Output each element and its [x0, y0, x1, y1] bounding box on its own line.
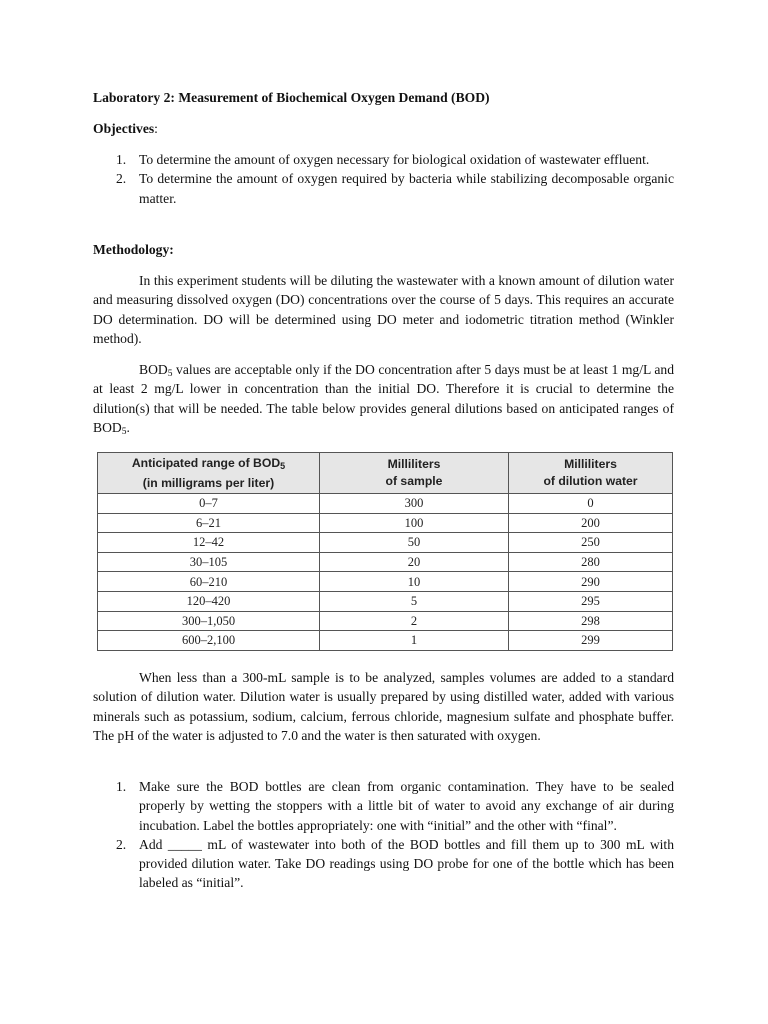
- header-ml-dilution: [509, 453, 673, 494]
- step-number: 1.: [116, 779, 127, 794]
- header-col2-line1: Milliliters: [387, 457, 441, 471]
- objective-item: [93, 169, 674, 208]
- objectives-list: [93, 150, 674, 208]
- cell-dilution: 298: [509, 611, 673, 631]
- table-row: [98, 591, 673, 611]
- dilution-water-paragraph: When less than a 300-mL sample is to be analyzed, samples volumes are added to a standard solution of dilution water. Dilution water is usually prepared by using distilled water, added with various minerals such as potassium, sodium, calcium, ferrous chloride, magnesium sulfate and phosphate buffer. The pH of the water is adjusted to 7.0 and the water is then saturated with oxygen.: [93, 670, 674, 743]
- objective-number: 1.: [116, 152, 127, 167]
- table-row: [98, 494, 673, 514]
- cell-dilution: 0: [509, 494, 673, 514]
- table-row: [98, 513, 673, 533]
- objectives-heading: [93, 119, 674, 138]
- bod-term: BOD: [139, 362, 168, 377]
- objective-text: To determine the amount of oxygen necessary for biological oxidation of wastewater effluent.: [139, 152, 650, 167]
- cell-range: 0–7: [98, 494, 320, 514]
- dilution-table: [97, 452, 673, 651]
- header-col1-line2: (in milligrams per liter): [142, 475, 275, 490]
- cell-dilution: 280: [509, 552, 673, 572]
- header-col2-line2: of sample: [385, 474, 443, 488]
- header-ml-sample: [320, 453, 509, 494]
- objectives-heading-label: Objectives: [93, 121, 155, 136]
- cell-range: 12–42: [98, 533, 320, 553]
- objective-number: 2.: [116, 171, 127, 187]
- procedure-step: [93, 835, 674, 893]
- cell-range: 600–2,100: [98, 631, 320, 651]
- cell-sample: 20: [320, 552, 509, 572]
- cell-sample: 100: [320, 513, 509, 533]
- methodology-heading: Methodology:: [93, 242, 174, 257]
- table-row: [98, 631, 673, 651]
- cell-sample: 5: [320, 591, 509, 611]
- methodology-paragraph-2: [93, 360, 674, 437]
- procedure-steps: [93, 777, 674, 893]
- cell-dilution: 295: [509, 591, 673, 611]
- procedure-step: [93, 777, 674, 835]
- cell-dilution: 299: [509, 631, 673, 651]
- step-text: Add _____ mL of wastewater into both of the BOD bottles and fill them up to 300 mL with provided dilution water. Take DO readings using DO probe for one of the bottle which has been labeled as “initial”.: [139, 836, 674, 891]
- cell-sample: 50: [320, 533, 509, 553]
- step-number: 2.: [116, 836, 127, 852]
- table-row: [98, 552, 673, 572]
- cell-dilution: 290: [509, 572, 673, 592]
- bod-subscript: 5: [167, 369, 173, 379]
- header-col3-line1: Milliliters: [564, 457, 617, 471]
- cell-sample: 1: [320, 631, 509, 651]
- header-anticipated-range: [98, 453, 320, 494]
- table-row: [98, 611, 673, 631]
- table-header-row: [98, 453, 673, 494]
- page-title: Laboratory 2: Measurement of Biochemical Oxygen Demand (BOD): [93, 90, 490, 105]
- methodology-paragraph-1: In this experiment students will be diluting the wastewater with a known amount of dilution water and measuring dissolved oxygen (DO) concentrations over the course of 5 days. This requires an accurate DO determination. DO will be determined using DO meter and iodometric titration method (Winkler method).: [93, 273, 674, 346]
- objectives-heading-colon: :: [154, 121, 158, 136]
- header-col3-line2: of dilution water: [543, 474, 638, 488]
- cell-range: 300–1,050: [98, 611, 320, 631]
- cell-range: 120–420: [98, 591, 320, 611]
- cell-sample: 10: [320, 572, 509, 592]
- bod-subscript-end: 5: [121, 426, 127, 437]
- header-col1-subscript: 5: [280, 460, 286, 471]
- table-row: [98, 533, 673, 553]
- step-text: Make sure the BOD bottles are clean from organic contamination. They have to be sealed properly by wetting the stoppers with a little bit of water to avoid any exchange of air during incubation. Label the bottles appropriately: one with “initial” and the other with “final”.: [139, 779, 674, 833]
- cell-dilution: 200: [509, 513, 673, 533]
- cell-sample: 2: [320, 611, 509, 631]
- cell-sample: 300: [320, 494, 509, 514]
- header-col1-line1: Anticipated range of BOD: [131, 455, 281, 470]
- cell-range: 60–210: [98, 572, 320, 592]
- cell-range: 30–105: [98, 552, 320, 572]
- cell-range: 6–21: [98, 513, 320, 533]
- paragraph-2-text: values are acceptable only if the DO concentration after 5 days must be at least 1 mg/L and at least 2 mg/L lower in concentration than the initial DO. Therefore it is crucial to determine the dilution(s) that will be needed. The table below provides general dilutions based on anticipated ranges of BOD: [93, 362, 674, 435]
- cell-dilution: 250: [509, 533, 673, 553]
- objective-text: To determine the amount of oxygen required by bacteria while stabilizing decomposable organic matter.: [139, 171, 674, 206]
- table-row: [98, 572, 673, 592]
- paragraph-2-end: .: [126, 419, 130, 435]
- objective-item: [93, 150, 674, 169]
